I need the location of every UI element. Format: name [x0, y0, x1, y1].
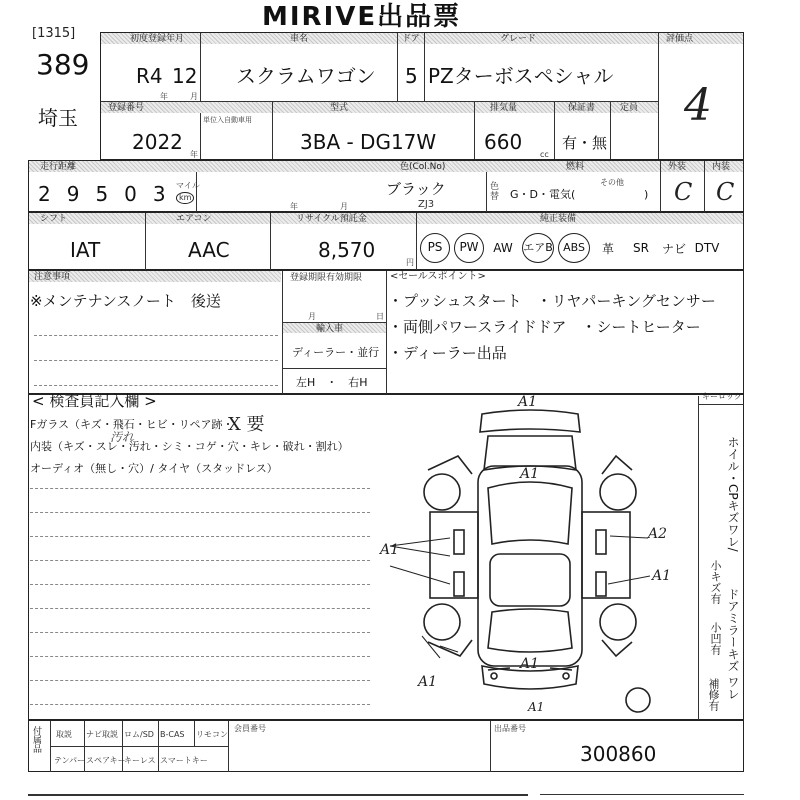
- handle-side: 左H ・ 右H: [296, 376, 368, 389]
- car-name-label: 車名: [290, 34, 309, 44]
- exterior-value: C: [674, 178, 693, 206]
- acc-rom-sd: ロム/SD: [124, 730, 154, 739]
- sheet-title: MIRIVE出品票: [262, 2, 462, 32]
- equipment-leather: 革: [601, 241, 614, 256]
- interior-value: C: [716, 178, 735, 206]
- damage-mark-rear: A1: [528, 700, 545, 714]
- prefecture: 埼玉: [38, 106, 78, 130]
- inspector-audio: オーディオ（無し・穴）/ タイヤ（スタッドレス）: [30, 462, 278, 475]
- lot-code: [1315]: [32, 26, 76, 41]
- warranty-value: 有・無: [562, 134, 608, 152]
- equipment-list: [418, 228, 744, 268]
- acc-spare-key: スペアキー: [86, 756, 126, 765]
- sales-points-label: <セールスポイント>: [390, 271, 486, 282]
- acc-navi-manual: ナビ取説: [86, 730, 118, 739]
- damage-mark-right-rear: A1: [652, 568, 672, 584]
- reg-number-label: 登録番号: [108, 103, 145, 113]
- notes-line1: ※メンテナンスノート 後送: [30, 292, 221, 310]
- equipment-aw: AW: [493, 241, 513, 255]
- shift-label: シフト: [40, 214, 68, 224]
- equipment-label: 純正装備: [540, 214, 577, 224]
- aircon-label: エアコン: [176, 214, 212, 224]
- reg-expiry-label: 登録期限有効期限: [290, 273, 363, 283]
- mileage-label: 走行距離: [40, 162, 77, 172]
- inspector-hand-note: 汚れ: [110, 430, 135, 444]
- acc-bcas: B-CAS: [160, 730, 185, 739]
- color-label: 色(Col.No): [400, 162, 446, 172]
- equipment-pw: PW: [452, 233, 486, 263]
- member-number-label: 会員番号: [234, 724, 266, 733]
- equipment-dtv: DTV: [694, 241, 720, 255]
- entry-number: 300860: [580, 742, 657, 766]
- import-label: 輸入車: [316, 324, 344, 334]
- equipment-sr: SR: [633, 241, 649, 255]
- reg-month: 月: [308, 312, 316, 321]
- equipment-ps: PS: [418, 233, 452, 263]
- exterior-label: 外装: [668, 162, 687, 172]
- reg-expiry-year: 年: [290, 202, 298, 211]
- grade-label: グレード: [500, 34, 537, 44]
- sales-point-3: ・ディーラー出品: [388, 344, 507, 362]
- fuel-label: 燃料: [566, 162, 585, 172]
- equipment-navi: ナビ: [661, 241, 686, 256]
- sales-point-1: ・プッシュスタート ・リヤパーキングセンサー: [388, 292, 716, 310]
- dealer-parallel: ディーラー・並行: [292, 346, 380, 359]
- acc-manual: 取説: [56, 730, 72, 739]
- first-reg-month: 12: [172, 64, 198, 88]
- year-unit: 年: [190, 150, 198, 159]
- first-reg-label: 初度登録年月: [130, 34, 185, 44]
- warranty-label: 保証書: [568, 103, 596, 113]
- right-note-5: 補修有: [707, 678, 720, 711]
- shift-value: IAT: [70, 238, 101, 262]
- reg-day: 日: [376, 312, 384, 321]
- equipment-airbag: エアB: [520, 233, 556, 263]
- right-note-3: 小キズ有: [709, 560, 722, 604]
- displacement-label: 排気量: [490, 103, 518, 113]
- mileage-unit-km: km: [176, 192, 194, 204]
- acc-keyless: キーレス: [124, 756, 156, 765]
- damage-mark-roof: A1: [520, 466, 540, 482]
- inspector-glass: Fガラス（キズ・飛石・ヒビ・リペア跡・: [30, 418, 234, 431]
- right-note-2: ドアミラーキズ ワレ: [726, 588, 740, 700]
- acc-tempa: テンパー: [54, 756, 86, 765]
- color-change-tag: 色替: [490, 182, 500, 202]
- accessories-side-label: 付属品: [31, 726, 41, 753]
- mileage-unit-mile: マイル: [176, 181, 200, 190]
- recycle-label: リサイクル預託金: [296, 214, 367, 224]
- displacement-value: 660: [484, 130, 523, 154]
- recycle-value: 8,570: [318, 238, 376, 262]
- yen-unit: 円: [406, 258, 414, 267]
- fuel-other: その他: [600, 178, 624, 187]
- equipment-abs: ABS: [556, 233, 592, 263]
- damage-mark-front: A1: [518, 394, 538, 410]
- car-name: スクラムワゴン: [236, 64, 376, 88]
- damage-mark-right-door: A2: [648, 526, 668, 542]
- aircon-value: AAC: [188, 238, 230, 262]
- color-value: ブラック: [386, 180, 446, 198]
- score-label: 評価点: [666, 34, 694, 44]
- hidden-small-label: 単位入自動車用: [203, 116, 252, 124]
- doors-value: 5: [405, 64, 418, 88]
- notes-label: 注意事項: [34, 272, 71, 282]
- model-type: 3BA - DG17W: [300, 130, 437, 154]
- grade-value: PZターボスペシャル: [428, 64, 614, 88]
- reg-expiry-month: 月: [340, 202, 348, 211]
- model-year: 2022: [132, 130, 183, 154]
- model-type-label: 型式: [330, 103, 349, 113]
- inspector-glass-mark: X 要: [228, 414, 265, 435]
- first-reg-month-unit: 年: [160, 92, 168, 101]
- capacity-label: 定員: [620, 103, 639, 113]
- damage-mark-trunk: A1: [520, 656, 540, 672]
- fuel-close: ): [644, 188, 649, 201]
- mileage-value: 29503: [38, 182, 182, 206]
- doors-label: ドア: [402, 34, 420, 44]
- score-value: 4: [684, 80, 712, 131]
- acc-smart-key: スマートキー: [160, 756, 208, 765]
- inspector-header-text: < 検査員記入欄 >: [32, 392, 157, 410]
- right-note-4: 小凹有: [709, 622, 722, 655]
- lot-number: 389: [36, 48, 90, 81]
- first-reg-month-unit2: 月: [190, 92, 198, 101]
- sales-point-2: ・両側パワースライドドア ・シートヒーター: [388, 318, 701, 336]
- damage-mark-left-rear: A1: [418, 674, 438, 690]
- right-note-1: ホイル・CPキズワレ/: [726, 436, 740, 552]
- color-code: ZJ3: [418, 199, 435, 210]
- acc-remote: リモコン: [196, 730, 228, 739]
- inspector-interior: 内装（キズ・スレ・汚れ・シミ・コゲ・穴・キレ・破れ・割れ）: [30, 440, 349, 453]
- first-reg-era: R4: [136, 64, 163, 88]
- cc-unit: cc: [540, 150, 549, 159]
- damage-mark-left-door: A1: [380, 542, 400, 558]
- fuel-options: G・D・電気(: [510, 188, 576, 201]
- interior-label: 内装: [712, 162, 731, 172]
- keylock-label: キーロック: [702, 392, 742, 401]
- entry-number-label: 出品番号: [494, 724, 526, 733]
